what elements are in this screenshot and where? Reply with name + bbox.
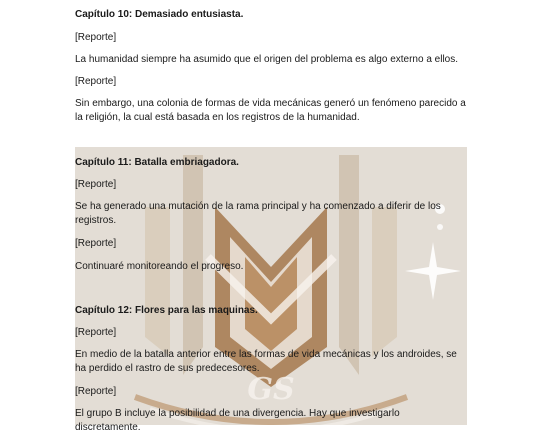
chapter-11-paragraph-2: Continuaré monitoreando el progreso. bbox=[75, 261, 244, 272]
chapter-10-report-1: [Reporte] bbox=[75, 32, 117, 43]
chapter-12-paragraph-1: En medio de la batalla anterior entre las formas de vida mecánicas y los androides, se ha perdido el rastro de sus predecesores. bbox=[75, 349, 457, 374]
chapter-10-paragraph-1: La humanidad siempre ha asumido que el origen del problema es algo externo a ellos. bbox=[75, 54, 459, 65]
chapter-10-title: Capítulo 10: Demasiado entusiasta. bbox=[75, 9, 244, 20]
watermark-text: GS bbox=[247, 372, 295, 407]
chapter-12-paragraph-2: El grupo B incluye la posibilidad de una divergencia. Hay que investigarlo discretamente. bbox=[75, 408, 400, 433]
chapter-11-report-1: [Reporte] bbox=[75, 179, 117, 190]
watermark-emblem bbox=[75, 147, 467, 425]
chapter-12-title: Capítulo 12: Flores para las maquinas. bbox=[75, 305, 258, 316]
chapter-11-title: Capítulo 11: Batalla embriagadora. bbox=[75, 157, 239, 168]
chapter-11-report-2: [Reporte] bbox=[75, 238, 117, 249]
chapter-12-report-2: [Reporte] bbox=[75, 386, 117, 397]
chapter-11-paragraph-1: Se ha generado una mutación de la rama principal y ha comenzado a diferir de los registros. bbox=[75, 201, 441, 226]
chapter-10-report-2: [Reporte] bbox=[75, 76, 117, 87]
chapter-12-report-1: [Reporte] bbox=[75, 327, 117, 338]
chapter-10-paragraph-2: Sin embargo, una colonia de formas de vida mecánicas generó un fenómeno parecido a la religión, la cual está basada en los registros de la humanidad. bbox=[75, 98, 466, 123]
